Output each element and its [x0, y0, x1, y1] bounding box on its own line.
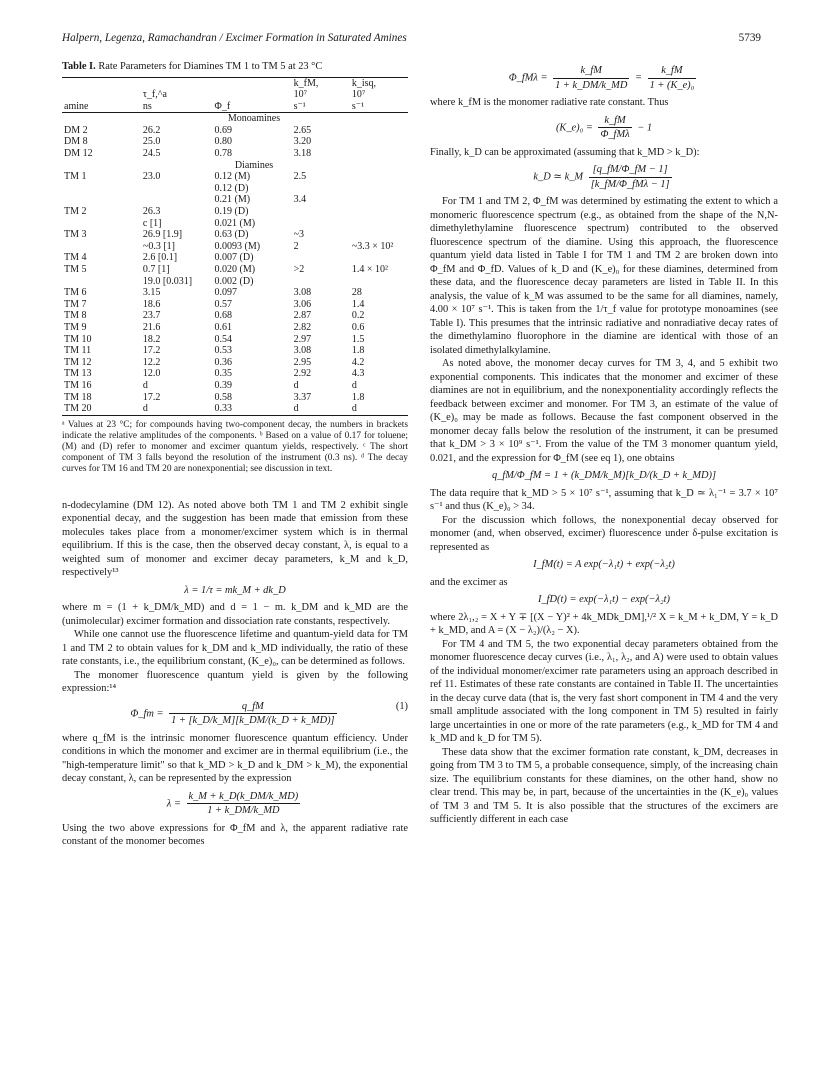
table-cell: 3.4 — [293, 194, 307, 206]
table-cell — [350, 252, 408, 264]
table-cell: 4.2 — [351, 356, 365, 368]
table-cell: 12.2 — [142, 356, 161, 368]
table-cell: 0.097 — [214, 287, 238, 299]
table-cell: 3.06 — [293, 298, 312, 310]
table-cell: 0.80 — [214, 136, 233, 148]
table-cell: TM 2 — [64, 206, 87, 218]
table-cell — [350, 229, 408, 241]
table-row — [62, 334, 408, 346]
eq3-equals: = — [634, 72, 642, 84]
table-cell: 2 — [293, 240, 299, 252]
table-cell — [350, 148, 408, 160]
table-cell: d — [141, 403, 213, 415]
right-paragraph-7: and the excimer as — [430, 576, 508, 588]
left-paragraph-5: where q_fM is the intrinsic monomer fluorescence quantum efficiency. Under conditions in which the monomer and excimer are in thermal equilibrium (i.e., the "high-temperature limit" so that k_MD > k_D and k_DM > k_M), the exponential decay constant, λ, can be represented by the expression — [62, 732, 408, 785]
table-footnotes: ᵃ Values at 23 °C; for compounds having two-component decay, the numbers in brackets indicate the relative amplitudes of the components. ᵇ Based on a value of 0.17 for toluene; (M) and (D) refer to monomer and excimer quantum yields, respectively. ᶜ The short component of TM 3 falls beyond the resolution of the instrument (0.3 ns). ᵈ The decay curves for TM 16 and TM 20 are nonexponential; see discussion in text. — [62, 419, 408, 474]
equation-8: I_fD(t) = exp(−λ₁t) − exp(−λ₂t) — [538, 594, 670, 605]
table-cell: 0.57 — [214, 298, 233, 310]
eq3-denominator-1: 1 + k_DM/k_MD — [555, 79, 628, 91]
table-cell: 0.68 — [214, 310, 233, 322]
table-cell: 0.69 — [214, 124, 233, 136]
table-cell — [141, 183, 213, 195]
table-cell: d — [142, 379, 148, 391]
table-caption-text: Rate Parameters for Diamines TM 1 to TM 5 at 23 °C — [98, 61, 323, 72]
table-cell — [62, 276, 141, 288]
table-cell: 3.18 — [293, 148, 312, 160]
eq3-denominator-2: 1 + (K_e)₀ — [649, 79, 695, 91]
table-cell: 2.6 [0.1] — [142, 252, 178, 264]
col-header-ns: ns — [141, 101, 213, 113]
table-cell: 0.7 [1] — [142, 264, 170, 275]
table-cell: 3.08 — [293, 345, 312, 357]
table-cell: 3.08 — [293, 287, 312, 299]
table-cell: 0.007 (D) — [214, 252, 254, 264]
left-paragraph-2: where m = (1 + k_DM/k_MD) and d = 1 − m. k_DM and k_MD are the (unimolecular) excimer formation and dissociation rate constants, respectively. — [62, 602, 408, 627]
equation-7: I_fM(t) = A exp(−λ₁t) + exp(−λ₂t) — [533, 559, 675, 570]
table-cell: 0.58 — [214, 391, 233, 403]
equation-6: q_fM/Φ_fM = 1 + (k_DM/k_M)[k_D/(k_D + k_MD)] — [491, 470, 716, 481]
table-row — [62, 252, 408, 264]
running-head — [62, 32, 761, 48]
table-cell: 1.8 — [351, 345, 365, 357]
col-header-kfm: k_fM, — [292, 77, 350, 89]
table-cell: 0.020 (M) — [214, 264, 256, 275]
table-cell: 0.53 — [214, 345, 233, 357]
eq4-denominator: Φ_fMλ — [600, 129, 630, 140]
table-cell: c [1] — [142, 217, 162, 229]
table-cell: d — [350, 403, 408, 415]
table-row — [62, 345, 408, 357]
eq2-lhs: λ = — [166, 798, 181, 810]
table-cell: 21.6 — [142, 321, 161, 333]
eq4-rhs: − 1 — [637, 121, 653, 133]
table-cell — [350, 218, 408, 230]
table-cell: 0.19 (D) — [214, 206, 249, 218]
table-row — [62, 264, 408, 276]
col-header-kisq: k_isq, — [350, 77, 408, 89]
table-cell: 0.33 — [213, 403, 292, 415]
left-column — [62, 60, 408, 849]
col-header-tau: τ_f,^a — [142, 89, 167, 101]
table-cell: 18.2 — [142, 333, 161, 345]
table-row — [62, 299, 408, 311]
table-row — [62, 241, 408, 253]
table-row — [62, 392, 408, 404]
eq1-numerator: q_fM — [169, 700, 337, 715]
right-paragraph-6: For the discussion which follows, the nonexponential decay observed for monomer (and, when observed, excimer) fluorescence under δ-pulse excitation is represented as — [430, 514, 778, 553]
table-row — [62, 206, 408, 218]
table-cell — [292, 252, 350, 264]
table-cell: 2.87 — [293, 310, 312, 322]
eq2-denominator: 1 + k_DM/k_MD — [207, 805, 280, 817]
table-row — [62, 322, 408, 334]
eq4-lhs: (K_e)₀ = — [555, 121, 593, 133]
eq2-numerator: k_M + k_D(k_DM/k_MD) — [187, 790, 301, 805]
table-cell: TM 20 — [62, 403, 141, 415]
table-cell: ~3 — [293, 229, 305, 241]
table-cell — [141, 194, 213, 206]
equation-5 — [430, 163, 778, 191]
table-cell: d — [351, 379, 357, 391]
table-cell: 3.20 — [293, 136, 312, 148]
left-paragraph-1: n-dodecylamine (DM 12). As noted above both TM 1 and TM 2 exhibit single exponential decay, and the suggestion has been made that emission from these molecules takes place from a monomer/excimer system which is in thermal equilibrium. If this is the case, then the observed decay constant, λ, is equal to a weighted sum of monomer and excimer decay parameters, k_M and k_D, respectively¹³ — [62, 499, 408, 579]
right-paragraph-3: For TM 1 and TM 2, Φ_fM was determined by estimating the extent to which a monomeric fluorescence spectrum (e.g., as obtained from the shape of the N,N-dimethylethylamine fluorescence spectrum) contributed to the observed fluorescence spectrum of the diamine. Using this approach, the fluorescence quantum yield data listed in Table I for TM 1 and TM 2 are broken down into Φ_fM and Φ_fD. Values of k_D and (K_e)₀ for these diamines, determined from these data, and the fluorescence decay parameters are listed in Table II. In this analysis, the value of k_M was assumed to be the same for all diamines, namely, 4.00 × 10⁷ s⁻¹. This is taken from the 1/τ_f value for prototype monoamines (see Table I). This presumes that the intrinsic radiative and nonradiative decay rates of the dimethylamino fluorophore in the diamine are identical with those of an isolated dimethylalkylamine. — [430, 196, 778, 356]
equation-2 — [62, 790, 408, 818]
table-caption-label: Table I. — [62, 61, 96, 72]
eq3-numerator-2: k_fM — [648, 64, 697, 79]
table-cell: TM 4 — [64, 252, 87, 264]
eq1-fraction — [169, 700, 337, 728]
col-header-kfm-exp: 10⁷ — [293, 89, 308, 101]
table-cell: >2 — [293, 264, 305, 275]
table-cell: TM 9 — [64, 321, 87, 333]
table-cell: TM 12 — [64, 356, 92, 368]
table-cell: 0.54 — [214, 333, 233, 345]
table-cell: TM 6 — [64, 287, 87, 299]
table-cell: 1.8 — [351, 391, 365, 403]
table-cell: 2.97 — [293, 333, 312, 345]
eq4-fraction — [598, 114, 631, 142]
table-cell: 26.2 — [142, 124, 161, 136]
table-row — [62, 229, 408, 241]
left-paragraph-3: While one cannot use the fluorescence lifetime and quantum-yield data for TM 1 and TM 2 to obtain values for k_DM and k_MD individually, the ratio of these rate constants, i.e., the equilibrium constant, (K_e)₀, can be determined as follows. — [62, 629, 408, 668]
table-row — [62, 183, 408, 195]
table-cell: TM 5 — [64, 264, 87, 275]
table-cell: 0.21 (M) — [214, 194, 251, 206]
table-row — [62, 171, 408, 183]
right-column — [430, 60, 778, 827]
table-cell: ~3.3 × 10² — [351, 240, 394, 252]
table-row — [62, 136, 408, 148]
table-cell — [292, 218, 350, 230]
eq3-fraction-1 — [553, 64, 629, 92]
table-cell — [292, 183, 350, 195]
table-cell — [350, 125, 408, 137]
eq3-numerator-1: k_fM — [553, 64, 629, 79]
table-row — [62, 368, 408, 380]
table-cell: 18.6 — [142, 298, 161, 310]
table-cell — [350, 171, 408, 183]
col-header-kisq-units: s⁻¹ — [350, 101, 408, 113]
table-cell: 0.36 — [214, 356, 233, 368]
table-cell: TM 18 — [64, 391, 92, 403]
equation-4 — [430, 114, 778, 142]
table-cell: 1.4 × 10² — [351, 264, 388, 275]
table-row — [62, 194, 408, 206]
table-cell: 26.3 — [142, 206, 161, 218]
table-cell: 17.2 — [142, 391, 161, 403]
table-cell: 1.4 — [351, 298, 365, 310]
table-row — [62, 357, 408, 369]
table-cell: 23.0 — [142, 171, 161, 183]
eq1-tag: (1) — [395, 700, 408, 712]
table-cell: 0.63 (D) — [214, 229, 249, 241]
table-cell: 3.15 — [142, 287, 161, 299]
table-cell: TM 1 — [64, 171, 87, 183]
table-cell: TM 8 — [64, 310, 87, 322]
table-cell: 1.5 — [351, 333, 365, 345]
col-header-kisq-exp: 10⁷ — [351, 89, 366, 101]
eq1-lhs: Φ_fm = — [130, 708, 164, 720]
table-cell: 0.0093 (M) — [214, 240, 261, 252]
rate-parameters-table — [62, 77, 408, 416]
eq5-fraction — [589, 163, 672, 191]
table-cell: 0.021 (M) — [214, 217, 256, 229]
left-paragraph-6: Using the two above expressions for Φ_fM and λ, the apparent radiative rate constant of the monomer becomes — [62, 822, 408, 848]
table-row — [62, 125, 408, 137]
table-cell: TM 13 — [64, 368, 92, 380]
table-cell: DM 2 — [64, 124, 88, 136]
section-diamines: Diamines — [234, 159, 274, 171]
eq3-fraction-2 — [648, 64, 697, 92]
table-cell: 28 — [351, 287, 362, 299]
table-cell: TM 11 — [64, 345, 92, 357]
eq5-lhs: k_D ≃ k_M — [533, 171, 584, 183]
table-cell: 2.95 — [293, 356, 312, 368]
table-cell: 12.0 — [142, 368, 161, 380]
col-header-kfm-units: s⁻¹ — [292, 101, 350, 113]
col-header-amine: amine — [62, 101, 141, 113]
table-cell: 4.3 — [351, 368, 365, 380]
right-paragraph-4: As noted above, the monomer decay curves for TM 3, 4, and 5 exhibit two exponential components. This indicates that the monomer and excimer of these diamines are not in equilibrium, and the nonexponentiality accordingly reflects the feedback between excimer and monomer. For TM 3, an estimate of the value of (K_e)₀ may be made as follows. Because the fast component observed in the monomer decay falls below the resolution of the instrument, it can be presumed that k_DM > 3 × 10⁹ s⁻¹. From the value of the TM 3 monomer quantum yield, 0.021, and the expression for Φ_fM (see eq 1), one obtains — [430, 358, 778, 464]
table-row — [62, 380, 408, 392]
table-row — [62, 287, 408, 299]
right-paragraph-5: The data require that k_MD > 5 × 10⁷ s⁻¹, assuming that k_D ≃ λ₁⁻¹ = 3.7 × 10⁷ s⁻¹ and thus (K_e)₀ > 34. — [430, 487, 778, 512]
table-cell — [350, 183, 408, 195]
table-cell: TM 3 — [64, 229, 87, 241]
table-cell: 25.0 — [142, 136, 161, 148]
eq4-numerator: k_fM — [598, 114, 631, 129]
table-cell — [292, 206, 350, 218]
eq3-lhs: Φ_fMλ = — [508, 72, 548, 84]
table-cell: 0.12 (M) — [214, 171, 251, 183]
eq2-fraction — [187, 790, 301, 818]
table-cell: 24.5 — [142, 148, 161, 160]
table-cell: DM 12 — [64, 148, 93, 160]
eq1-denominator: 1 + [k_D/k_M][k_DM/(k_D + k_MD)] — [171, 715, 335, 727]
table-cell — [292, 276, 350, 288]
page-number: 5739 — [738, 32, 761, 44]
table-cell — [62, 241, 141, 253]
table-cell: 19.0 [0.031] — [142, 275, 193, 287]
right-paragraph-1: where k_fM is the monomer radiative rate constant. Thus — [430, 97, 669, 108]
table-row — [62, 310, 408, 322]
table-cell — [350, 136, 408, 148]
table-cell — [350, 276, 408, 288]
col-header-phi: Φ_f — [213, 101, 292, 113]
table-row — [62, 276, 408, 288]
right-paragraph-8: where 2λ₁,₂ = X + Y ∓ [(X − Y)² + 4k_MDk_DM],¹/² X = k_M + k_DM, Y = k_D + k_MD, and A = (X − λ₂)/(λ₂ − X). — [430, 611, 778, 636]
table-row — [62, 148, 408, 160]
table-cell: 0.2 — [351, 310, 365, 322]
eq5-denominator: [k_fM/Φ_fMλ − 1] — [590, 178, 670, 190]
table-cell: 17.2 — [142, 345, 161, 357]
table-cell: 2.92 — [293, 368, 312, 380]
table-cell: 2.65 — [293, 124, 312, 136]
table-cell: DM 8 — [64, 136, 88, 148]
right-paragraph-9: For TM 4 and TM 5, the two exponential decay parameters obtained from the monomer fluorescence decay curves (i.e., λ₁, λ₂, and A) were used to obtain values of the individual monomer/excimer rate parameters using an approach described in ref 11. Estimates of these rate constants are contained in Table II. The uncertainties in the decay curve data (that is, the very fast short component in TM 4 and the very small amplitude associated with the long component in TM 5) resulted in fairly large uncertainties in one or more of the rate parameters (e.g., k_MD for TM 4 and k_MD and k_D for TM 5). — [430, 638, 778, 744]
section-monoamines: Monoamines — [227, 113, 281, 125]
table-cell: 26.9 [1.9] — [142, 229, 183, 241]
table-cell: 0.12 (D) — [214, 182, 249, 194]
table-cell: TM 10 — [64, 333, 92, 345]
table-cell: TM 7 — [64, 298, 87, 310]
table-cell — [350, 194, 408, 206]
table-cell — [62, 218, 141, 230]
eq5-numerator: [q_fM/Φ_fM − 1] — [589, 163, 672, 178]
table-caption — [62, 60, 408, 74]
left-paragraph-4: The monomer fluorescence quantum yield is given by the following expression:¹⁴ — [62, 669, 408, 695]
table-cell: 0.002 (D) — [214, 275, 254, 287]
equation-3 — [430, 64, 778, 92]
table-row — [62, 218, 408, 230]
table-cell: d — [292, 403, 350, 415]
table-cell: 0.78 — [214, 148, 233, 160]
table-cell: 0.35 — [214, 368, 233, 380]
table-cell: 2.5 — [293, 171, 307, 183]
table-cell — [350, 206, 408, 218]
table-cell: 0.61 — [214, 321, 233, 333]
table-cell: 0.39 — [214, 379, 233, 391]
table-cell: 0.6 — [351, 321, 365, 333]
equation-1 — [62, 700, 408, 728]
table-row — [62, 403, 408, 415]
table-cell: TM 16 — [64, 379, 92, 391]
table-cell — [62, 194, 141, 206]
running-head-title: Halpern, Legenza, Ramachandran / Excimer Formation in Saturated Amines — [62, 32, 407, 44]
table-cell: 23.7 — [142, 310, 161, 322]
table-cell: 2.82 — [293, 321, 312, 333]
table-cell: 3.37 — [293, 391, 312, 403]
table-cell: d — [293, 379, 299, 391]
right-paragraph-10: These data show that the excimer formation rate constant, k_DM, decreases in going from TM 3 to TM 5, a probable consequence, simply, of the increasing chain size. The equilibrium constants for these diamines, on the other hand, show no clear trend. This may be, in part, because of the uncertainties in the (K_e)₀ values of TM 3 and TM 5. It is also possible that the structures of the excimers are sufficiently different in each case — [430, 746, 778, 825]
equation-lambda: λ = 1/τ = mk_M + dk_D — [184, 584, 286, 596]
right-paragraph-2: Finally, k_D can be approximated (assuming that k_MD > k_D): — [430, 146, 700, 158]
table-cell — [62, 183, 141, 195]
table-cell: ~0.3 [1] — [142, 240, 175, 252]
